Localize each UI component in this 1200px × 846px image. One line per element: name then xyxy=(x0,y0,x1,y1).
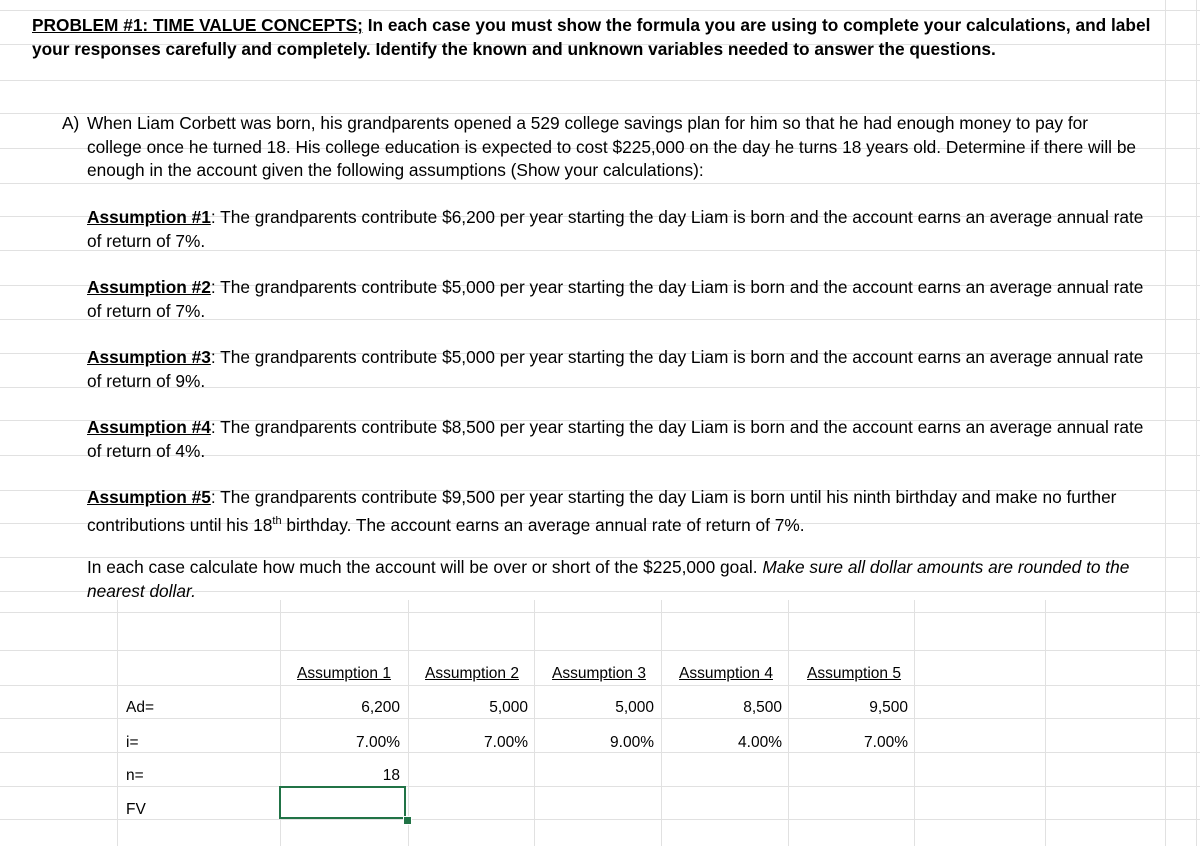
assumption-3-text: : The grandparents contribute $5,000 per year starting the day Liam is born and the account earns an average annual rate of return of 9%. xyxy=(87,347,1144,391)
header-assumption-5[interactable]: Assumption 5 xyxy=(807,665,901,682)
header-assumption-4[interactable]: Assumption 4 xyxy=(679,665,773,682)
assumption-2-text: : The grandparents contribute $5,000 per year starting the day Liam is born and the account earns an average annual rate of return of 7%. xyxy=(87,277,1144,321)
cell-i-5[interactable]: 7.00% xyxy=(864,734,908,751)
cell-i-4[interactable]: 4.00% xyxy=(738,734,782,751)
cell-ad-1[interactable]: 6,200 xyxy=(361,699,400,716)
assumption-5-name: Assumption #5 xyxy=(87,487,211,507)
assumption-2 xyxy=(87,276,1147,323)
problem-title: PROBLEM #1: TIME VALUE CONCEPTS; xyxy=(32,15,363,35)
assumption-4-text: : The grandparents contribute $8,500 per year starting the day Liam is born and the account earns an average annual rate of return of 4%. xyxy=(87,417,1144,461)
header-assumption-3[interactable]: Assumption 3 xyxy=(552,665,646,682)
final-text: In each case calculate how much the account will be over or short of the $225,000 goal. xyxy=(87,557,763,577)
assumption-5 xyxy=(87,486,1147,537)
cell-ad-3[interactable]: 5,000 xyxy=(615,699,654,716)
cell-ad-2[interactable]: 5,000 xyxy=(489,699,528,716)
assumption-3 xyxy=(87,346,1147,393)
assumption-5-superscript: th xyxy=(272,514,282,527)
case-a-text: When Liam Corbett was born, his grandparents opened a 529 college savings plan for him so that he had enough money to pay for college once he turned 18. His college education is expected to cost $225,000 on the day he turns 18 years old. Determine if there will be enough in the account given the following assumptions (Show your calculations): xyxy=(87,113,1137,180)
selected-cell-fv-1[interactable] xyxy=(279,786,406,819)
assumption-5-text-a: : The grandparents contribute $9,500 per year starting the day Liam is born until his ninth birthday and make no further contributions until his 18 xyxy=(87,487,1117,535)
assumption-3-name: Assumption #3 xyxy=(87,347,211,367)
assumption-4-name: Assumption #4 xyxy=(87,417,211,437)
row-label-ad[interactable]: Ad= xyxy=(126,699,155,716)
header-assumption-1[interactable]: Assumption 1 xyxy=(297,665,391,682)
problem-instructions: In each case you must show the formula you are using to complete your calculations, and label your responses carefully and completely. Identify the known and unknown variables needed to answer the questions. xyxy=(32,15,1151,59)
row-label-n[interactable]: n= xyxy=(126,767,144,784)
assumption-1-text: : The grandparents contribute $6,200 per year starting the day Liam is born and the account earns an average annual rate of return of 7%. xyxy=(87,207,1144,251)
case-a-label: A) xyxy=(62,113,80,133)
cell-n-1[interactable]: 18 xyxy=(382,767,400,784)
final-italic: Make sure all dollar amounts are rounded to the nearest dollar. xyxy=(87,557,1130,601)
assumption-1-name: Assumption #1 xyxy=(87,207,211,227)
assumption-4 xyxy=(87,416,1147,463)
assumption-5-text-b: birthday. The account earns an average annual rate of return of 7%. xyxy=(281,514,805,535)
fill-handle[interactable] xyxy=(403,816,412,825)
row-label-fv[interactable]: FV xyxy=(126,801,146,818)
cell-i-3[interactable]: 9.00% xyxy=(610,734,654,751)
header-assumption-2[interactable]: Assumption 2 xyxy=(425,665,519,682)
cell-ad-4[interactable]: 8,500 xyxy=(743,699,782,716)
cell-i-1[interactable]: 7.00% xyxy=(356,734,400,751)
row-label-i[interactable]: i= xyxy=(126,734,139,751)
cell-ad-5[interactable]: 9,500 xyxy=(869,699,908,716)
assumption-1 xyxy=(87,206,1147,253)
problem-heading xyxy=(32,14,1152,61)
cell-i-2[interactable]: 7.00% xyxy=(484,734,528,751)
assumption-2-name: Assumption #2 xyxy=(87,277,211,297)
final-instruction xyxy=(87,556,1147,603)
